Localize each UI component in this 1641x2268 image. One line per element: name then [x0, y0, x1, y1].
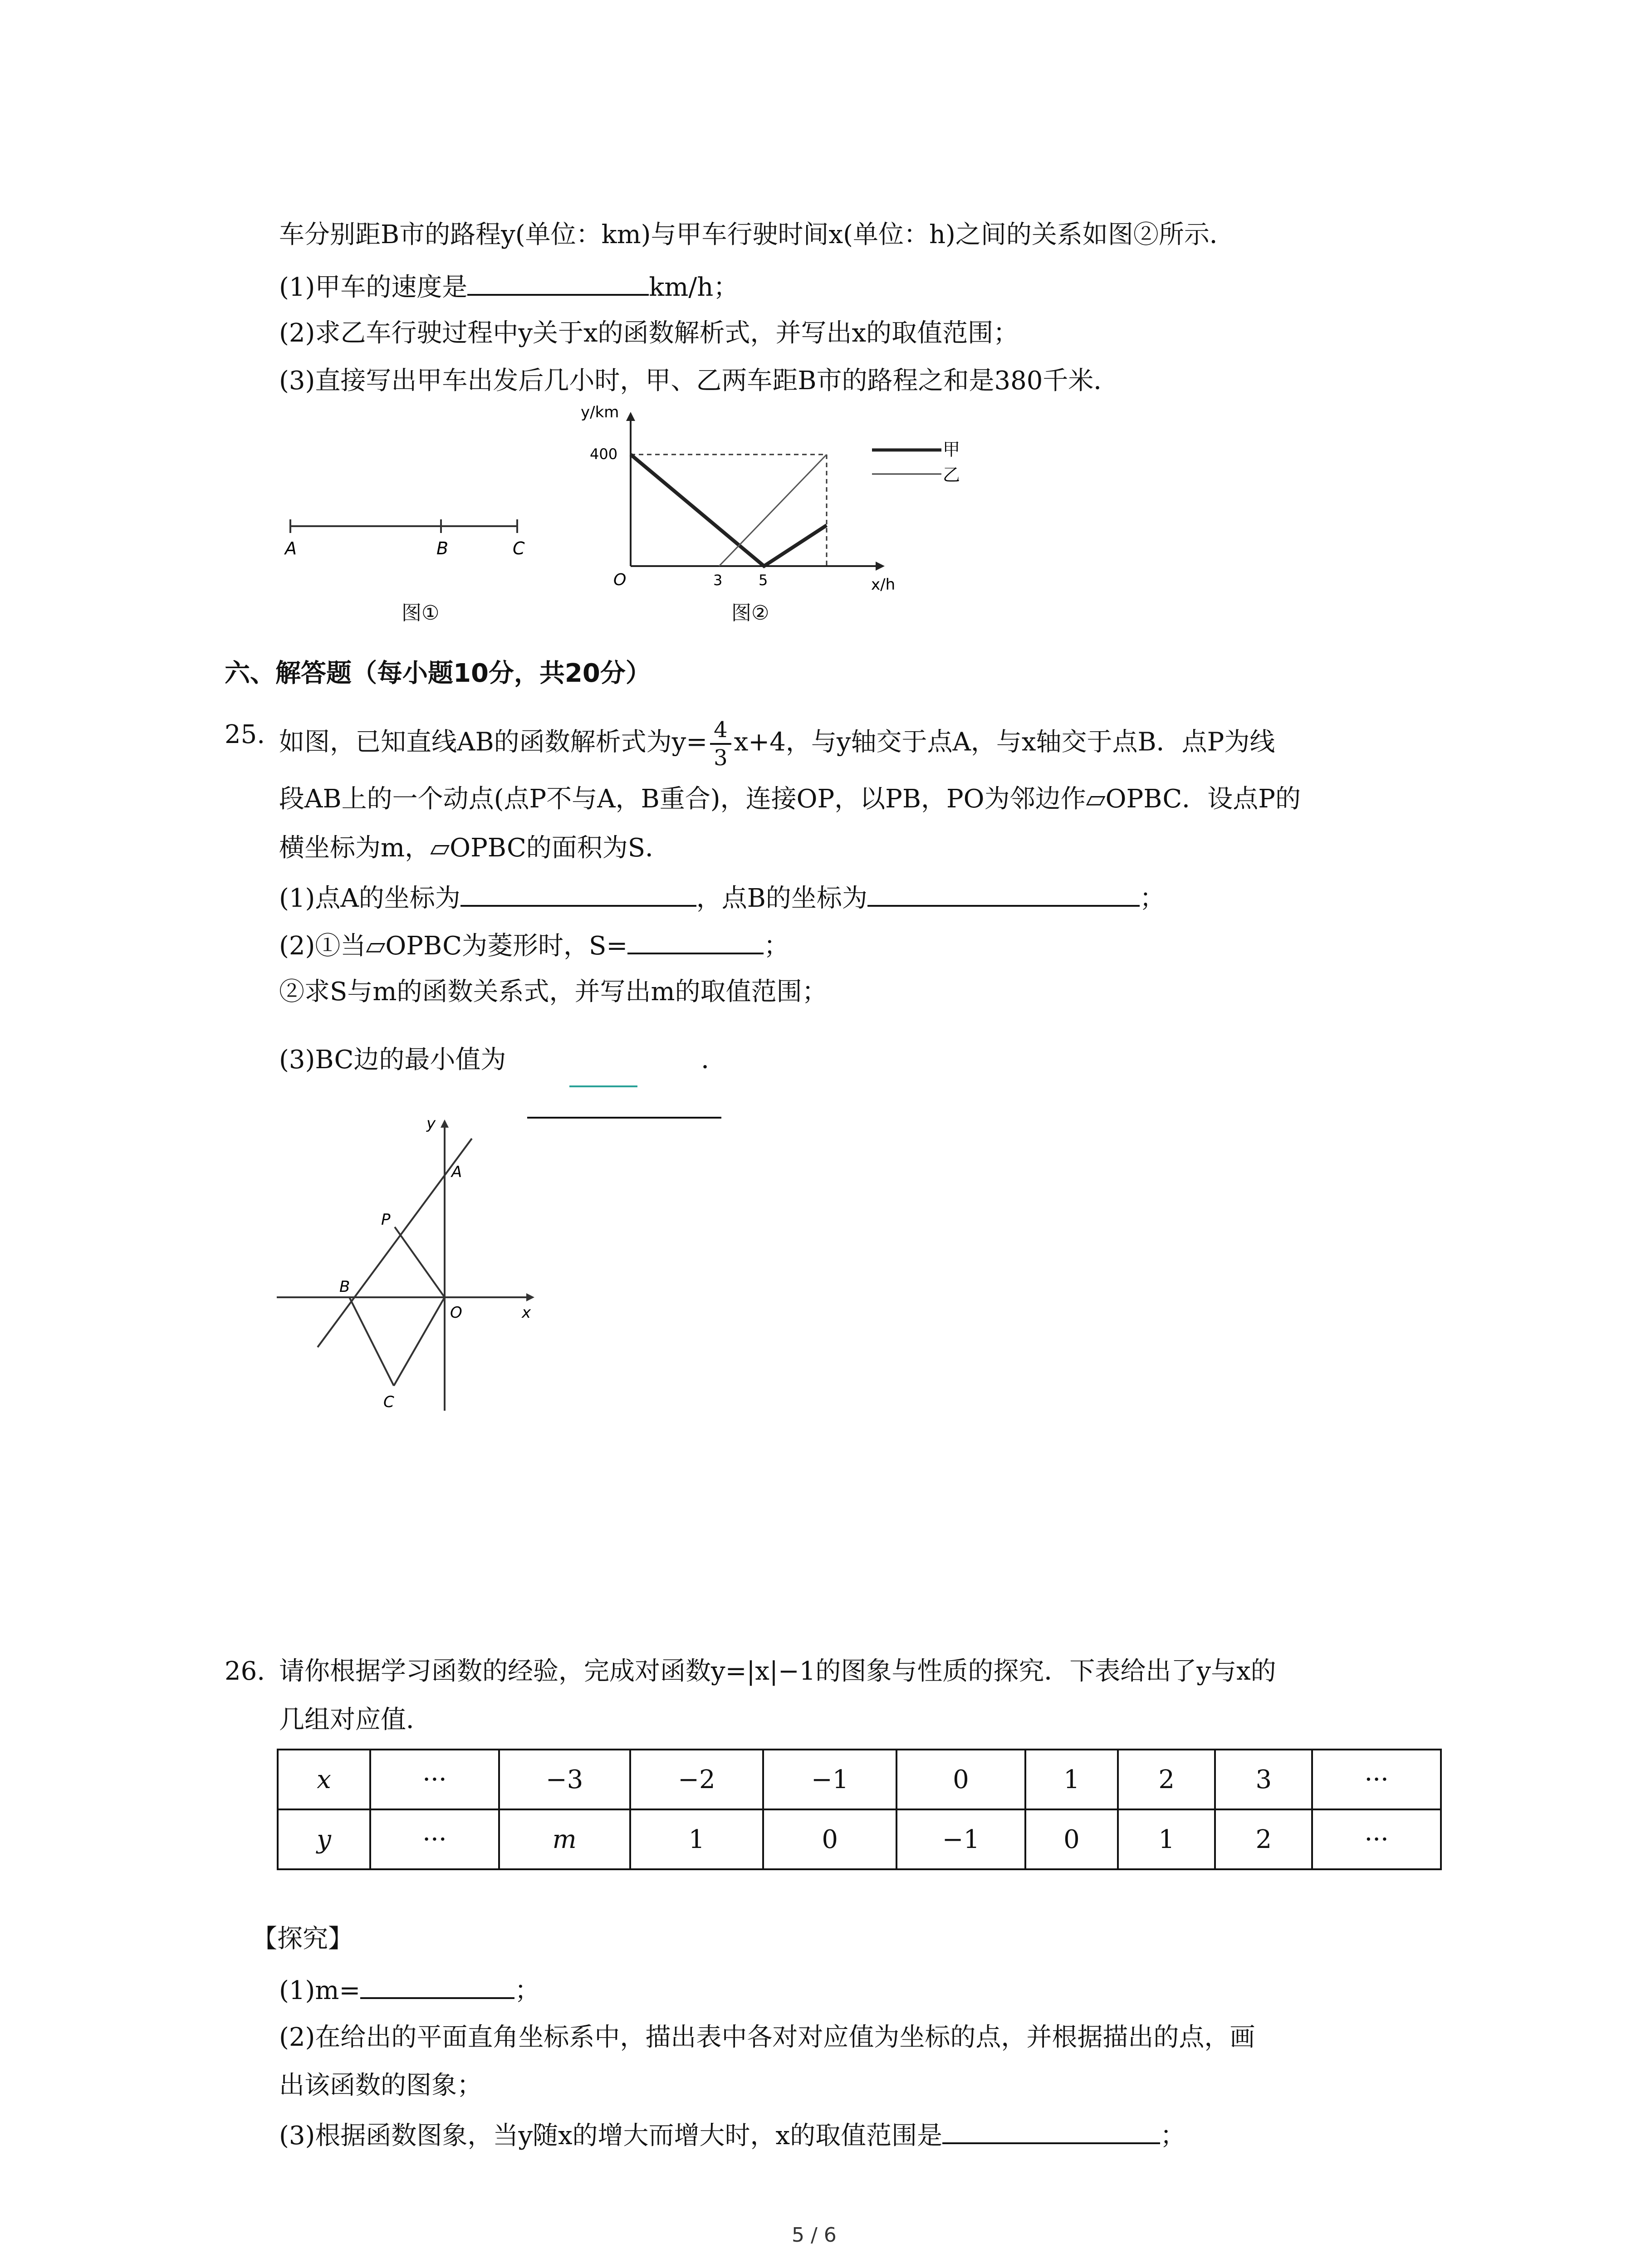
y-axis-label: y/km — [581, 403, 619, 421]
q24-part1-suffix: km/h； — [649, 273, 739, 302]
q25-part1 — [279, 879, 1165, 917]
y-tick-400: 400 — [590, 445, 618, 463]
page-number: 5 / 6 — [792, 2224, 837, 2247]
table-cell: 1 — [1118, 1809, 1215, 1869]
label-x: x — [522, 1304, 531, 1322]
table-cell: x — [278, 1750, 370, 1809]
q25-part1-b: ，点B的坐标为 — [696, 884, 867, 913]
q25-part2 — [279, 926, 789, 964]
x-tick-5: 5 — [759, 572, 768, 589]
q24-part3: (3)直接写出甲车出发后几小时，甲、乙两车距B市的路程之和是380千米． — [279, 366, 1119, 396]
q24-part1 — [279, 268, 739, 306]
table-cell: ··· — [370, 1809, 499, 1869]
section-heading: 六、解答题（每小题10分，共20分） — [225, 659, 651, 688]
answer-blank-point-a[interactable] — [460, 879, 696, 907]
table-cell: 1 — [630, 1809, 764, 1869]
answer-blank-range[interactable] — [942, 2116, 1160, 2144]
answer-blank-bc[interactable] — [527, 1117, 721, 1119]
figure-2-caption: 图② — [731, 601, 769, 625]
q25-part3 — [279, 1042, 726, 1078]
label-c: C — [383, 1393, 394, 1411]
q25-part3-b: ． — [701, 1045, 727, 1075]
answer-blank-area[interactable] — [627, 926, 764, 954]
q25-line1 — [279, 717, 1275, 771]
origin-label: O — [613, 571, 627, 589]
q25-line1-a: 如图，已知直线AB的函数解析式为y= — [279, 727, 708, 757]
label-o: O — [450, 1304, 462, 1322]
q25-part2-a: (2)①当▱OPBC为菱形时，S= — [279, 931, 628, 961]
x-tick-3: 3 — [713, 572, 723, 589]
q24-part2: (2)求乙车行驶过程中y关于x的函数解析式，并写出x的取值范围； — [279, 318, 1019, 348]
q26-part3-b: ； — [1160, 2121, 1186, 2151]
table-cell: ··· — [1312, 1809, 1441, 1869]
label-a: A — [451, 1163, 462, 1181]
series-yi-line — [719, 455, 827, 566]
table-cell: −1 — [763, 1750, 896, 1809]
q25-line1-b: x+4，与y轴交于点A，与x轴交于点B．点P为线 — [734, 727, 1275, 757]
figure-1-caption: 图① — [402, 601, 440, 625]
q25-part2-b: ； — [764, 931, 789, 961]
q26-line1: 请你根据学习函数的经验，完成对函数y=|x|−1的图象与性质的探究．下表给出了y与x的 — [279, 1657, 1276, 1686]
fraction-denominator: 3 — [714, 745, 728, 771]
legend-yi-label: 乙 — [943, 465, 960, 485]
table-cell: 0 — [1025, 1809, 1118, 1869]
x-axis-label: x/h — [871, 576, 896, 594]
q26-part3 — [279, 2116, 1185, 2154]
q25-part1-a: (1)点A的坐标为 — [279, 884, 460, 913]
q24-intro: 车分别距B市的路程y(单位：km)与甲车行驶时间x(单位：h)之间的关系如图②所示． — [279, 220, 1235, 249]
line-ab — [318, 1139, 472, 1347]
answer-blank[interactable] — [467, 268, 649, 296]
q25-part1-c: ； — [1139, 884, 1165, 913]
table-cell: 2 — [1118, 1750, 1215, 1809]
q26-number: 26. — [225, 1657, 265, 1686]
table-cell: 0 — [763, 1809, 896, 1869]
q26-part3-a: (3)根据函数图象，当y随x的增大而增大时，x的取值范围是 — [279, 2121, 943, 2151]
fraction-4-3 — [710, 717, 731, 771]
table-row-y — [278, 1809, 1441, 1869]
table-cell: −1 — [896, 1809, 1025, 1869]
table-cell: ··· — [370, 1750, 499, 1809]
table-cell: −2 — [630, 1750, 764, 1809]
explore-heading: 【探究】 — [252, 1924, 353, 1954]
legend-jia-label: 甲 — [943, 440, 960, 459]
teal-mark — [569, 1085, 637, 1087]
table-cell: −3 — [499, 1750, 630, 1809]
table-cell: ··· — [1312, 1750, 1441, 1809]
q25-part3-a: (3)BC边的最小值为 — [279, 1045, 506, 1075]
table-cell: 2 — [1215, 1809, 1312, 1869]
label-b: B — [339, 1278, 350, 1296]
q26-line2: 几组对应值． — [279, 1705, 431, 1735]
q26-part1-a: (1)m= — [279, 1976, 361, 2005]
figure-2-graph — [572, 399, 960, 599]
q25-figure — [272, 1111, 554, 1420]
point-label-a: A — [285, 538, 297, 558]
answer-blank-point-b[interactable] — [867, 879, 1140, 907]
q26-part2-line2: 出该函数的图象； — [279, 2071, 482, 2100]
table-cell: 1 — [1025, 1750, 1118, 1809]
label-p: P — [381, 1211, 391, 1229]
q25-line2: 段AB上的一个动点(点P不与A，B重合)，连接OP，以PB，PO为邻边作▱OPBC．设点P的 — [279, 784, 1301, 814]
figure-1-segment — [272, 508, 535, 562]
value-table — [277, 1749, 1442, 1870]
q25-line3: 横坐标为m，▱OPBC的面积为S． — [279, 833, 671, 863]
point-label-b: B — [436, 538, 449, 558]
q24-part1-prefix: (1)甲车的速度是 — [279, 273, 468, 302]
point-label-c: C — [513, 538, 525, 558]
fraction-numerator: 4 — [710, 717, 731, 745]
table-cell: y — [278, 1809, 370, 1869]
q25-number: 25. — [225, 720, 265, 749]
table-cell: 3 — [1215, 1750, 1312, 1809]
q26-part2-line1: (2)在给出的平面直角坐标系中，描出表中各对对应值为坐标的点，并根据描出的点，画 — [279, 2023, 1255, 2052]
table-cell: 0 — [896, 1750, 1025, 1809]
label-y: y — [426, 1114, 436, 1133]
q26-part1 — [279, 1971, 540, 2009]
answer-blank-m[interactable] — [360, 1971, 514, 1999]
q25-part2-c: ②求S与m的函数关系式，并写出m的取值范围； — [279, 977, 828, 1007]
q26-part1-b: ； — [514, 1976, 540, 2005]
table-row-x — [278, 1750, 1441, 1809]
series-jia-line — [631, 455, 827, 566]
table-cell: m — [499, 1809, 630, 1869]
